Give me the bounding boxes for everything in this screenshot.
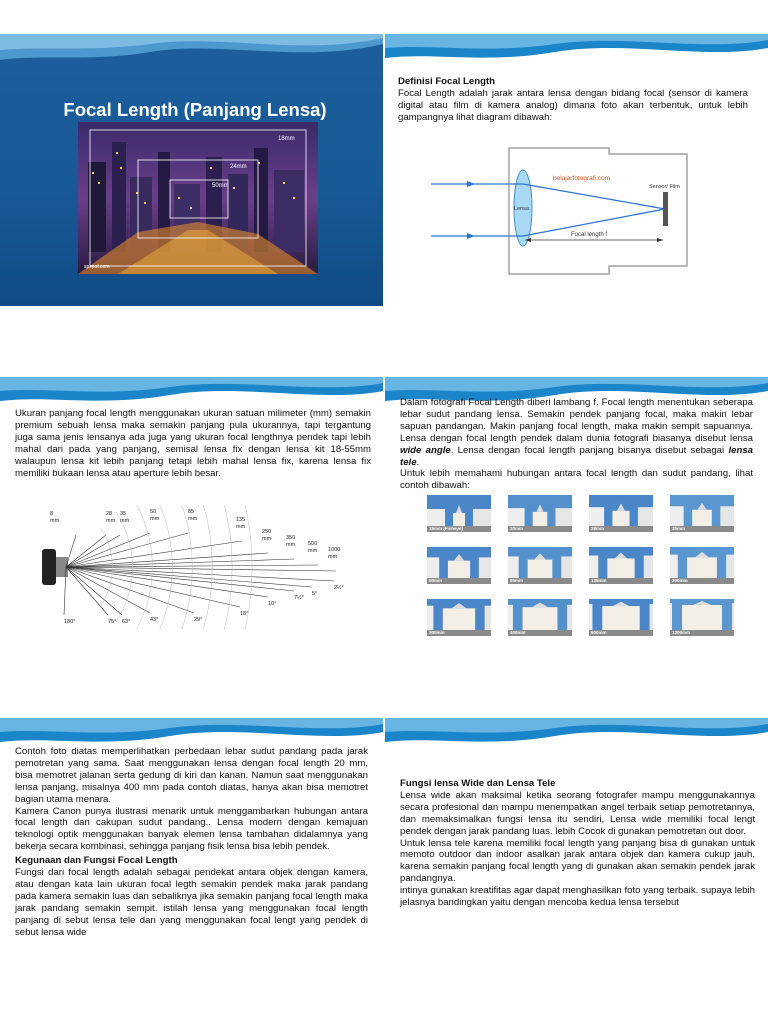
angle-line-top: [66, 535, 120, 567]
angle-label: 5°: [312, 591, 318, 597]
photo-label: 85mm: [510, 578, 524, 583]
angle-line-top: [66, 541, 242, 567]
frame-label-50mm: 50mm: [212, 183, 229, 189]
frame-label-24mm: 24mm: [230, 164, 247, 170]
focal-photo: [427, 599, 491, 636]
angle-label: 10°: [268, 601, 277, 607]
focal-unit-label: mm: [106, 518, 116, 524]
angle-label: 180°: [64, 619, 76, 625]
focal-unit-label: mm: [50, 518, 60, 524]
paragraph: Ukuran panjang focal length menggunakan ukuran satuan milimeter (mm) semakin premium sebuah lensa maka semakin panjang pula ukurannya, tapi tergantung juga sama jenis lensanya ada juga yang ukuran focal lengthnya pendek tapi lebih mahal dari pada yang panjang, semisal lensa fix dengan lensa kit 18-55mm walaupun lensa kit lebih panjang tetapi lebih mahal lensa fix, karena lensa fix memiliki bukaan lensa atau aperture lebih besar.: [15, 408, 371, 479]
focal-label: 28: [106, 511, 113, 517]
angle-line-bottom: [66, 567, 108, 615]
wave-decoration: [385, 718, 768, 764]
slide-focal-angle: [385, 377, 768, 649]
distance-arc: [191, 505, 232, 629]
photo-label: 200mm: [672, 578, 688, 583]
paragraph: intinya gunakan kreatifitas agar dapat menghasilkan foto yang terbaik. supaya lebih jelasnya bandingkan yaitu dengan mencoba kedua lensa tersebut: [400, 885, 755, 909]
focal-label: 350: [286, 535, 296, 541]
focal-angle-text: [400, 397, 753, 492]
paragraph: Kamera Canon punya ilustrasi menarik untuk menggambarkan hubungan antara focal length dan cakupan sudut pandang.. Lensa modern dengan kemajuan teknologi optik menggunakan banyak elemen lensa tambahan didalamnya yang bekerja secara kombinasi, sehingga panjang fisik lensa bisa lebih pendek.: [15, 805, 368, 853]
focal-unit-label: mm: [328, 554, 338, 560]
photo-label: 1200mm: [672, 630, 691, 635]
angle-label: 43°: [150, 617, 159, 623]
photo-label: 135mm: [591, 578, 607, 583]
focal-unit-label: mm: [308, 548, 318, 554]
angle-line-top: [66, 565, 318, 567]
focal-unit-label: mm: [236, 524, 246, 530]
focal-label: 1000: [328, 547, 341, 553]
focal-unit-label: mm: [188, 516, 198, 522]
slide-title: [0, 34, 383, 306]
focal-photo: [508, 495, 572, 532]
paragraph: Focal Length adalah jarak antara lensa dengan bidang focal (sensor di kamera digital atau film di kamera analog) dimana foto akan terbentuk, untuk lebih gampangnya lihat diagram dibawah:: [398, 87, 748, 123]
slide-examples: [0, 718, 383, 990]
photo-label: 28mm: [591, 526, 605, 531]
distance-arc: [116, 512, 132, 622]
focal-photo: [670, 495, 734, 532]
focal-label: 135: [236, 517, 246, 523]
watermark: spspot.com: [84, 264, 110, 270]
wide-tele-text: [400, 778, 755, 909]
focal-photo: [670, 547, 734, 584]
term-wide-angle: wide angle: [400, 444, 451, 456]
focal-photo: [508, 599, 572, 636]
angle-label: 18°: [240, 611, 249, 617]
angle-label: 7½°: [294, 595, 304, 601]
focal-label: 50: [150, 509, 157, 515]
sensor-label: Sensor/ Film: [649, 184, 680, 190]
slide-focal-units: [0, 377, 383, 649]
photo-label: 400mm: [510, 630, 526, 635]
photo-label: 20mm: [510, 526, 524, 531]
focal-photo: [508, 547, 572, 584]
focal-photo: [589, 599, 653, 636]
frame-label-18mm: 18mm: [278, 136, 295, 142]
angle-label: 2½°: [334, 585, 344, 591]
paragraph: Dalam fotografi Focal Length diberi lambang f. Focal length menentukan seberapa lebar sudut pandang lensa. Semakin pendek panjang focal, maka makin lebar sapuan pandangan. Makin panjang focal length, maka makin sempit sapuannya. Lensa dengan focal length pendek dalam dunia fotografi biasanya disebut lensa wide angle. Lensa dengan focal length panjang bisanya disebut sebagai lensa tele.: [400, 397, 754, 468]
angle-label: 29°: [194, 617, 203, 623]
camera-body: [42, 549, 56, 585]
section-heading: Fungsi lensa Wide dan Lensa Tele: [400, 778, 556, 789]
distance-arc: [176, 505, 212, 629]
focal-label: 500: [308, 541, 318, 547]
wave-decoration: [0, 34, 383, 80]
paragraph: Untuk lensa tele karena memiliki focal length yang panjang bisa di gunakan untuk memoto outdoor dan indoor asalkan jarak antara objek dan kamera cukup jauh, karena semakin panjang focal length yang di gunakan akan semakin pendek jarak pandangnya.: [400, 837, 755, 885]
angle-of-view-diagram: [36, 505, 346, 629]
focal-length-label: Focal length f: [571, 232, 608, 238]
focal-photo: [670, 599, 734, 636]
focal-unit-label: mm: [120, 518, 130, 524]
focal-photo: [427, 547, 491, 584]
paragraph: Contoh foto diatas memperlihatkan perbedaan lebar sudut pandang pada jarak pemotretan yang sama. Saat menggunakan lensa dengan focal length 20 mm, bisa memotret jalanan serta gedung di kiri dan kanan. Namun saat menggunakan lensa panjang, misalnya 400 mm pada contoh diatas, hanya akan bisa memotret bagian utama menara.: [15, 746, 368, 805]
paragraph: Lensa wide akan maksimal ketika seorang fotografer mampu menggunakannya secara profesional dan mampu menempatkan angel terbaik setiap pemotretannya, dan memaksimalkan fungsi lensa itu sendiri, Lensa wide memiliki focal lengt pendek dengan jarak pandang luas. lebih Cocok di gunakan pemotretan out door.: [400, 789, 755, 837]
photo-label: 50mm: [429, 578, 443, 583]
distance-arc: [131, 505, 152, 629]
focal-unit-label: mm: [286, 542, 296, 548]
focal-unit-label: mm: [262, 536, 272, 542]
definition-text: [398, 76, 748, 124]
examples-text: [15, 746, 368, 939]
angle-line-bottom: [66, 567, 240, 607]
paragraph: Fungsi dari focal length adalah sebagai pendekat antara objek dengan kamera, atau dengan kata lain ukuran focal legth semakin pendek maka jarak pandang pada kamera semakin luas dan sebaliknya jika semakin panjang focal length maka jarak pandang semakin sempit. istilah lensa yang menggunakan focal length panjang di sebut lensa tele dan yang menggunakan focal lengt yang pendek di sebut lensa wide: [15, 867, 368, 938]
focal-unit-label: mm: [150, 516, 160, 522]
lens-label: Lensa: [514, 206, 529, 212]
angle-label: 63°: [122, 619, 131, 625]
angle-line-bottom: [66, 567, 268, 597]
page-title: Focal Length (Panjang Lensa): [63, 99, 327, 120]
diagram-site: belajarfotografi.com: [553, 175, 611, 182]
city-photo: [78, 122, 318, 274]
photo-label: 600mm: [591, 630, 607, 635]
distance-arc: [146, 505, 172, 629]
slide-wide-tele: [385, 718, 768, 990]
focal-photo: [589, 495, 653, 532]
focal-length-diagram: [431, 140, 693, 290]
angle-label: 75°: [108, 619, 117, 625]
focal-photo: [589, 547, 653, 584]
focal-photo: [427, 495, 491, 532]
paragraph: Untuk lebih memahami hubungan antara focal length dan sudut pandang, lihat contoh dibawah:: [400, 468, 753, 492]
photo-label: 35mm: [672, 526, 686, 531]
focal-label: 35: [120, 511, 127, 517]
section-heading: Definisi Focal Length: [398, 76, 496, 87]
angle-line-bottom: [66, 567, 150, 613]
photo-label: 300mm: [429, 630, 445, 635]
focal-label: 250: [262, 529, 272, 535]
term-lensa-tele: lensa tele: [400, 444, 754, 468]
focal-label: 85: [188, 509, 195, 515]
section-heading: Kegunaan dan Fungsi Focal Length: [15, 855, 178, 867]
photo-label: 15mm (Fisheye): [429, 526, 464, 531]
wave-decoration: [385, 34, 768, 80]
slide-definition: [385, 34, 768, 306]
focal-label: 8: [50, 511, 54, 517]
angle-line-top: [66, 553, 268, 567]
